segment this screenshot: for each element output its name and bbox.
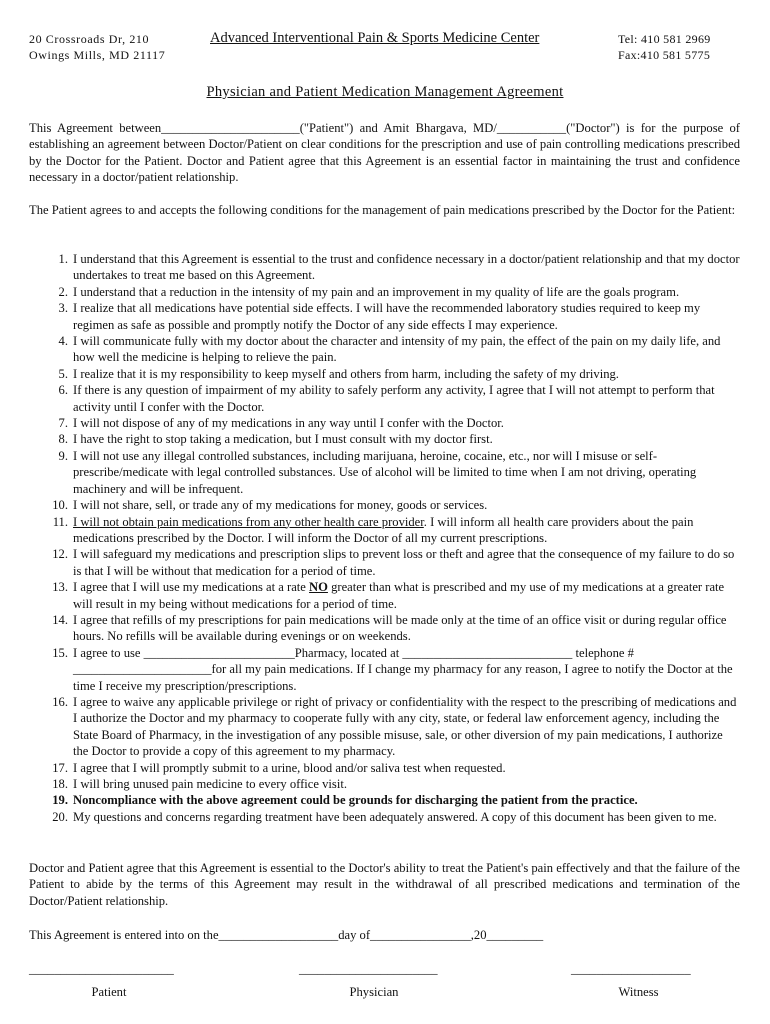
list-item [29, 497, 740, 513]
item-text-underlined: I will not obtain pain medications from any other health care provider [73, 514, 424, 529]
list-item [29, 612, 740, 645]
patient-signature-line: _______________________ [29, 962, 174, 976]
document-title: Physician and Patient Medication Management Agreement [206, 84, 564, 100]
physician-signature-block [299, 962, 449, 1000]
item-text-bold: Noncompliance with the above agreement could be grounds for discharging the patient from the practice. [73, 793, 638, 808]
list-item [29, 448, 740, 497]
list-item [29, 776, 740, 792]
item-number: 14. [52, 612, 68, 627]
item-text-lead: I agree that I will use my medications at a rate [73, 580, 310, 595]
witness-signature-block [571, 962, 706, 1000]
item-text: I will not use any illegal controlled substances, including marijuana, heroine, cocaine, etc., nor will I misuse or self-prescribe/medicate with legal controlled substances. Use of alcohol will be limited to time when I am not driving, operating machinery and will be infrequent. [73, 448, 697, 496]
item-number: 15. [52, 645, 68, 660]
list-item [29, 514, 740, 547]
item-text: I realize that all medications have potential side effects. I will have the recommended laboratory studies required to keep my regimen as safe as possible and promptly notify the Doctor of any side effects I may experience. [73, 301, 701, 332]
list-item [29, 760, 740, 776]
item-text: I realize that it is my responsibility to keep myself and others from harm, including the safety of my driving. [73, 366, 619, 381]
item-text: I agree to use ________________________Pharmacy, located at ___________________________ telephone # ______________________for all my pain medications. If I change my pharmacy for any reason, I agree to notify the Doctor at the time I receive my prescription/prescriptions. [73, 645, 733, 693]
item-number: 3. [58, 301, 68, 316]
item-text: If there is any question of impairment of my ability to safely perform any activity, I agree that I will not attempt to perform that activity until I confer with the Doctor. [73, 383, 715, 414]
witness-signature-line: ___________________ [571, 962, 691, 976]
list-item [29, 415, 740, 431]
item-number: 13. [52, 580, 68, 595]
item-number: 7. [58, 416, 68, 431]
intro-paragraph: This Agreement between______________________("Patient") and Amit Bhargava, MD/___________("Doctor") is for the purpose of establishing an agreement between Doctor/Patient on clear conditions for the prescription and use of pain controlling medications prescribed by the Doctor for the Patient. Doctor and Patient agree that this Agreement is an essential factor in maintaining the trust and confidence necessary in a doctor/patient relationship. [29, 121, 740, 185]
item-number: 17. [52, 760, 68, 775]
list-item [29, 284, 740, 300]
item-text: I agree that I will promptly submit to a urine, blood and/or saliva test when requested. [73, 760, 506, 775]
conditions-intro-paragraph: The Patient agrees to and accepts the following conditions for the management of pain medications prescribed by the Doctor for the Patient: [29, 203, 736, 217]
physician-signature-line: ______________________ [299, 962, 438, 976]
item-number: 10. [52, 498, 68, 513]
item-number: 1. [58, 252, 68, 266]
list-item [29, 645, 740, 694]
conditions-list [29, 251, 740, 825]
item-text: I understand that a reduction in the intensity of my pain and an improvement in my quality of life are the goals program. [73, 284, 680, 299]
item-number: 18. [52, 777, 68, 791]
patient-signature-label: Patient [91, 985, 127, 999]
item-text: I understand that this Agreement is essential to the trust and confidence necessary in a doctor/patient relationship and that my doctor undertakes to treat me based on this Agreement. [73, 252, 740, 283]
item-number: 8. [58, 432, 68, 447]
item-number: 6. [58, 383, 68, 398]
item-text-emphasis: NO [309, 580, 328, 595]
item-text: I will not share, sell, or trade any of my medications for money, goods or services. [73, 498, 488, 513]
clinic-name: Advanced Interventional Pain & Sports Medicine Center [210, 30, 540, 46]
clinic-contact [618, 31, 711, 63]
item-number: 20. [52, 809, 68, 824]
item-number: 9. [58, 448, 68, 463]
item-text: I will communicate fully with my doctor about the character and intensity of my pain, the effect of the pain on my daily life, and how well the medicine is helping to relieve the pain. [73, 334, 721, 365]
item-number: 19. [52, 793, 68, 808]
item-text: I agree that refills of my prescriptions for pain medications will be made only at the time of an office visit or during regular office hours. No refills will be available during evenings or on weekends. [73, 612, 727, 644]
list-item [29, 694, 740, 760]
patient-signature-block [29, 962, 189, 1000]
item-number: 16. [52, 694, 68, 709]
item-text: I have the right to stop taking a medication, but I must consult with my doctor first. [73, 432, 493, 447]
item-text: My questions and concerns regarding treatment have been adequately answered. A copy of this document has been given to me. [73, 809, 717, 824]
item-text: greater than what is prescribed and my use of my medications at a greater rate will result in my being without medications for a period of time. [73, 580, 725, 611]
list-item [29, 431, 740, 447]
witness-signature-label: Witness [618, 985, 659, 999]
clinic-telephone: Tel: 410 581 2969 [618, 32, 711, 46]
item-number: 12. [52, 547, 68, 562]
clinic-address [29, 31, 165, 63]
list-item [29, 546, 740, 579]
item-text: I will safeguard my medications and prescription slips to prevent loss or theft and agree that the consequence of my failure to do so is that I will be without that medication for a period of time. [73, 547, 735, 578]
closing-paragraph: Doctor and Patient agree that this Agreement is essential to the Doctor's ability to treat the Patient's pain effectively and that the failure of the Patient to abide by the terms of this Agreement may result in the withdrawal of all prescribed medications and termination of the Doctor/Patient relationship. [29, 861, 740, 908]
physician-signature-label: Physician [349, 985, 399, 999]
item-number: 4. [58, 334, 68, 349]
item-text: I agree to waive any applicable privilege or right of privacy or confidentiality with the respect to the prescribing of medications and I authorize the Doctor and my pharmacy to cooperate fully with any city, state, or federal law enforcement agency, including the State Board of Pharmacy, in the investigation of any possible misuse, sale, or other diversion of my pain medications, I authorize the Doctor to provide a copy of this agreement to my pharmacy. [73, 694, 737, 759]
clinic-fax: Fax:410 581 5775 [618, 48, 711, 62]
list-item [29, 809, 740, 825]
item-number: 2. [58, 284, 68, 299]
item-text: . I will inform all health care providers about the pain medications prescribed by the Doctor. I will inform the Doctor of all my current prescriptions. [73, 514, 694, 545]
list-item [29, 382, 740, 415]
list-item [29, 251, 740, 284]
list-item [29, 366, 740, 382]
item-text: I will not dispose of any of my medications in any way until I confer with the Doctor. [73, 416, 504, 431]
address-line-1: 20 Crossroads Dr, 210 [29, 32, 150, 46]
item-number: 5. [58, 366, 68, 381]
item-text: I will bring unused pain medicine to every office visit. [73, 777, 347, 791]
address-line-2: Owings Mills, MD 21117 [29, 48, 166, 62]
list-item [29, 792, 740, 808]
list-item [29, 300, 740, 333]
item-number: 11. [52, 514, 68, 529]
list-item [29, 333, 740, 366]
list-item [29, 579, 740, 612]
agreement-date-line: This Agreement is entered into on the___________________day of________________,20_________ [29, 928, 544, 942]
